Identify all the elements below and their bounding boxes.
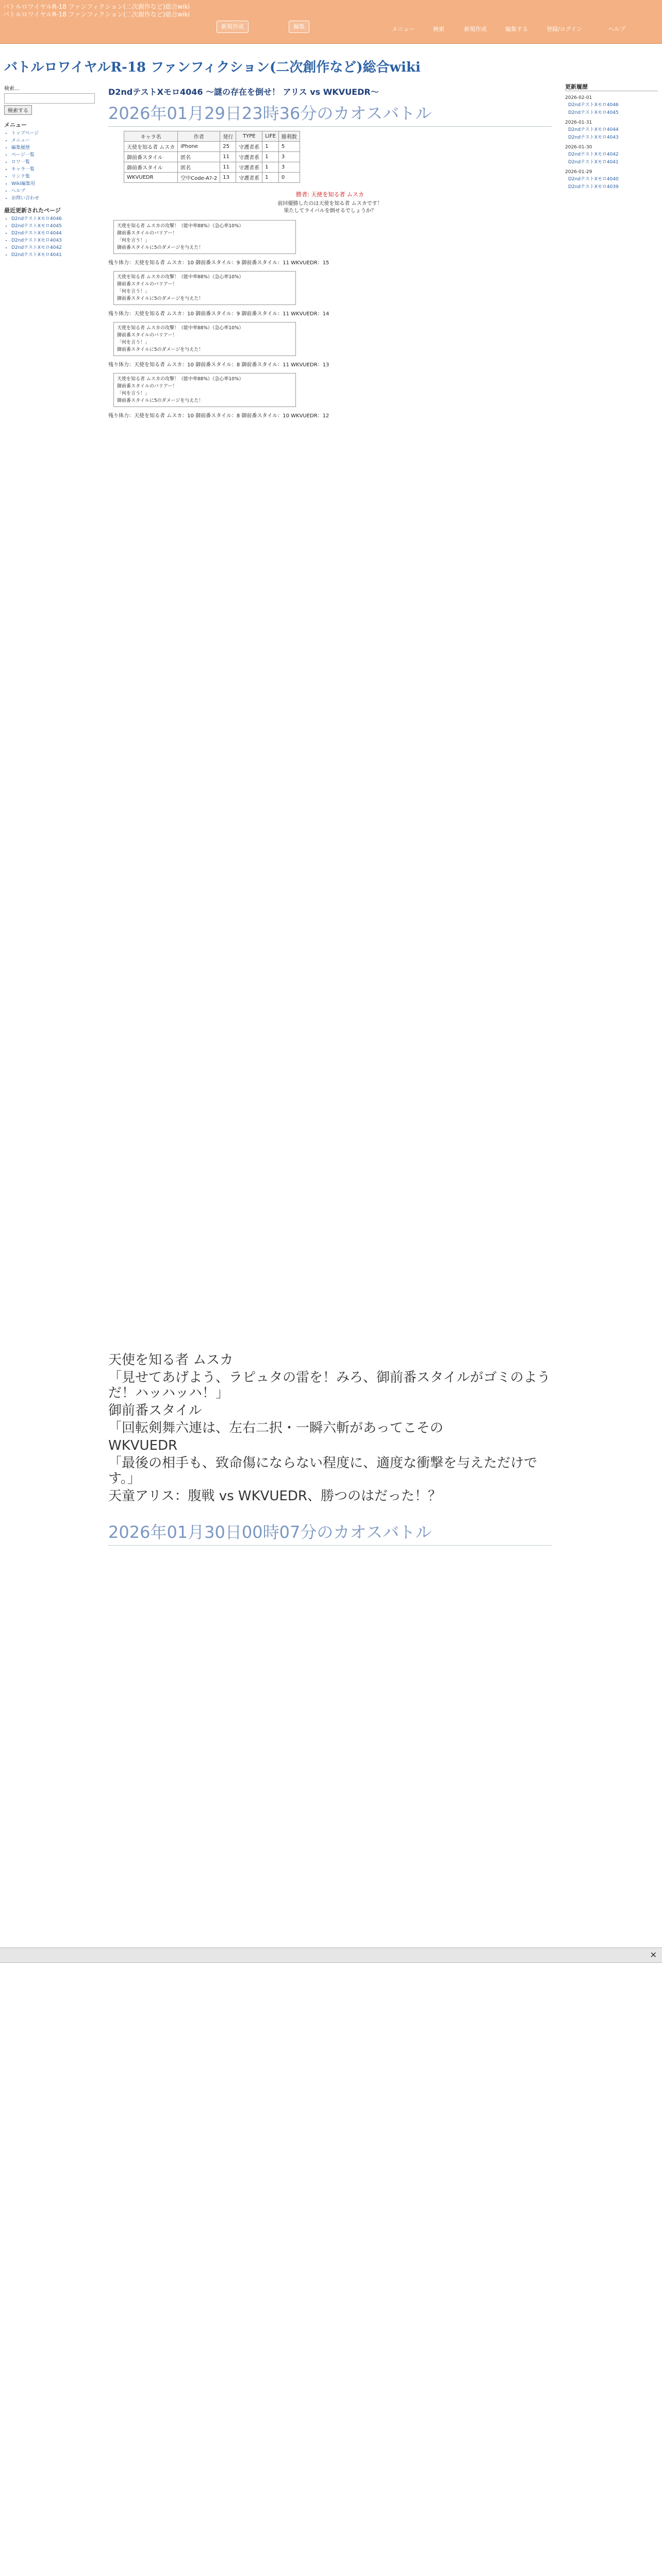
update-entry[interactable]: D2ndテストXモロ4043 bbox=[568, 135, 619, 140]
update-entry[interactable]: D2ndテストXモロ4040 bbox=[568, 177, 619, 182]
right-sidebar bbox=[565, 82, 658, 190]
search-input[interactable] bbox=[4, 93, 95, 104]
log-line: 「何を言う！」 bbox=[117, 340, 150, 345]
announce-line: 前回優勝したのは天使を知る者 ムスカです！ bbox=[277, 201, 383, 207]
table-header: TYPE bbox=[236, 131, 262, 142]
menu-item[interactable]: • メニュー bbox=[11, 137, 100, 144]
log-line: 御前番スタイルのバリアー！ bbox=[117, 231, 177, 236]
recent-item[interactable]: • D2ndテストXモロ4042 bbox=[11, 244, 100, 251]
table-cell: 1 bbox=[262, 173, 279, 183]
log-line: 御前番スタイルのバリアー！ bbox=[117, 333, 177, 338]
log-line: 天使を知る者 ムスカの攻撃！（能中率88%）（急心率10%） bbox=[117, 275, 244, 280]
menu-item[interactable]: • ロワ一覧 bbox=[11, 159, 100, 166]
nav-item-help[interactable]: ヘルプ bbox=[608, 26, 625, 32]
log-line: 天使を知る者 ムスカの攻撃！（能中率88%）（急心率10%） bbox=[117, 377, 244, 382]
table-row bbox=[124, 142, 300, 152]
menu-item[interactable]: • ページ一覧 bbox=[11, 151, 100, 159]
big-speaker-name: 御前番スタイル bbox=[108, 1403, 202, 1418]
log-line: 「何を言う！」 bbox=[117, 289, 150, 294]
table-cell[interactable]: 御前番スタイル bbox=[124, 162, 178, 173]
update-entry[interactable]: D2ndテストXモロ4039 bbox=[568, 184, 619, 190]
table-cell: 0 bbox=[278, 173, 300, 183]
recent-list bbox=[11, 215, 100, 259]
table-cell: 1 bbox=[262, 142, 279, 152]
hp-status-line: 残り体力：天使を知る者 ムスカ：10 御前番スタイル：8 御前番スタイル：11 WKVUEDR：13 bbox=[108, 362, 329, 368]
log-line: 御前番スタイルに5のダメージを与えた！ bbox=[117, 296, 204, 301]
table-cell: 11 bbox=[220, 162, 236, 173]
log-line: 「何を言う！」 bbox=[117, 391, 150, 396]
close-icon[interactable]: ✕ bbox=[650, 1950, 657, 1960]
table-row bbox=[124, 173, 300, 183]
table-cell: 匿名 bbox=[178, 162, 220, 173]
menu-item[interactable]: • リンク集 bbox=[11, 173, 100, 180]
table-cell: 11 bbox=[220, 152, 236, 162]
table-cell: 25 bbox=[220, 142, 236, 152]
log-line: 天使を知る者 ムスカの攻撃！（能中率88%）（急心率10%） bbox=[117, 224, 244, 229]
log-line: 御前番スタイルに5のダメージを与えた！ bbox=[117, 398, 204, 403]
battle-log-frame bbox=[113, 322, 296, 356]
site-title-line1[interactable]: バトルロワイヤルR-18 ファンフィクション(二次創作など)総合wiki bbox=[3, 3, 190, 10]
table-cell: 3 bbox=[278, 162, 300, 173]
log-line: 御前番スタイルのバリアー！ bbox=[117, 282, 177, 287]
table-cell: 守護者系 bbox=[236, 162, 262, 173]
table-cell[interactable]: 天使を知る者 ムスカ bbox=[124, 142, 178, 152]
table-header: LIFE bbox=[262, 131, 279, 142]
recent-item[interactable]: • D2ndテストXモロ4043 bbox=[11, 237, 100, 244]
table-cell[interactable]: 御前番スタイル bbox=[124, 152, 178, 162]
big-quote: 「回転剣舞六連は、左右二択・一瞬六斬があってこその bbox=[108, 1420, 443, 1436]
site-title[interactable] bbox=[3, 3, 199, 19]
page-header: バトルロワイヤルR-18 ファンフィクション(二次創作など)総合wiki bbox=[4, 60, 421, 75]
battle-log-frame bbox=[113, 373, 296, 407]
big-quote: 「見せてあげよう、ラピュタの雷を！みろ、御前番スタイルがゴミのようだ！ハッハッハ！」 bbox=[108, 1370, 551, 1401]
table-row bbox=[124, 162, 300, 173]
update-date: 2026-01-29 bbox=[565, 170, 592, 175]
update-date: 2026-01-30 bbox=[565, 145, 592, 150]
table-cell: 13 bbox=[220, 173, 236, 183]
big-quote: 「最後の相手も、致命傷にならない程度に、適度な衝撃を与えただけです。」 bbox=[108, 1455, 538, 1486]
announce-line: 果たしてライバルを倒せるでしょうか？ bbox=[284, 208, 376, 214]
menu-item[interactable]: • 編集履歴 bbox=[11, 144, 100, 151]
menu-item[interactable]: • キャラ一覧 bbox=[11, 166, 100, 173]
big-speaker-name: WKVUEDR bbox=[108, 1438, 178, 1453]
edit-button[interactable]: 編集 bbox=[289, 21, 309, 33]
search-label: 検索... bbox=[4, 86, 20, 92]
update-entry[interactable]: D2ndテストXモロ4042 bbox=[568, 152, 619, 157]
page-title: D2ndテストXモロ4046 〜謎の存在を倒せ！ アリス vs WKVUEDR〜 bbox=[108, 87, 379, 97]
log-line: 御前番スタイルに5のダメージを与えた！ bbox=[117, 347, 204, 352]
table-cell: 守護者系 bbox=[236, 142, 262, 152]
table-header: 作者 bbox=[178, 131, 220, 142]
updates-heading: 更新履歴 bbox=[565, 82, 658, 91]
recent-item[interactable]: • D2ndテストXモロ4041 bbox=[11, 251, 100, 259]
big-speaker-name: 天使を知る者 ムスカ bbox=[108, 1352, 234, 1368]
battle-date-heading: 2026年01月30日00時07分のカオスバトル bbox=[108, 1519, 552, 1546]
table-header: 発行 bbox=[220, 131, 236, 142]
nav-item-search[interactable]: 検索 bbox=[433, 26, 444, 32]
nav-item-new[interactable]: 新規作成 bbox=[464, 26, 487, 32]
sidebar bbox=[4, 82, 100, 259]
table-cell: iPhone bbox=[178, 142, 220, 152]
recent-item[interactable]: • D2ndテストXモロ4044 bbox=[11, 230, 100, 237]
log-line: 「何を言う！」 bbox=[117, 238, 150, 243]
nav-item-login[interactable]: 登録/ログイン bbox=[547, 26, 583, 32]
table-cell: 3 bbox=[278, 152, 300, 162]
winner-line: 勝者: 天使を知る者 ムスカ bbox=[296, 191, 364, 198]
announce-block bbox=[108, 200, 552, 215]
recent-item[interactable]: • D2ndテストXモロ4045 bbox=[11, 223, 100, 230]
battle-log-frame bbox=[113, 220, 296, 254]
table-cell: 1 bbox=[262, 162, 279, 173]
nav-item-menu[interactable]: メニュー bbox=[392, 26, 415, 32]
main-content bbox=[108, 82, 552, 1550]
table-cell: 匿名 bbox=[178, 152, 220, 162]
table-cell: 1 bbox=[262, 152, 279, 162]
menu-item[interactable]: • トップページ bbox=[11, 130, 100, 137]
update-entry[interactable]: D2ndテストXモロ4045 bbox=[568, 110, 619, 115]
hp-status-line: 残り体力：天使を知る者 ムスカ：10 御前番スタイル：8 御前番スタイル：10 WKVUEDR：12 bbox=[108, 413, 329, 419]
battle-log-frame bbox=[113, 271, 296, 305]
new-page-button[interactable]: 新規作成 bbox=[217, 21, 249, 33]
update-entry[interactable]: D2ndテストXモロ4046 bbox=[568, 103, 619, 108]
big-result: 天童アリス：腹戦 vs WKVUEDR、勝つのはだった！？ bbox=[108, 1488, 441, 1504]
battle-table bbox=[124, 131, 300, 183]
update-entry[interactable]: D2ndテストXモロ4044 bbox=[568, 127, 619, 132]
menu-item[interactable]: • お問い合わせ bbox=[11, 195, 100, 202]
menu-heading: メニュー bbox=[4, 122, 27, 128]
table-cell: 守護者系 bbox=[236, 152, 262, 162]
search-button[interactable]: 検索する bbox=[4, 105, 32, 115]
log-line: 御前番スタイルに5のダメージを与えた！ bbox=[117, 245, 204, 250]
menu-list bbox=[11, 130, 100, 202]
recent-heading: 最近更新されたページ bbox=[4, 207, 61, 214]
hp-status-line: 残り体力：天使を知る者 ムスカ：10 御前番スタイル：9 御前番スタイル：11 WKVUEDR：15 bbox=[108, 260, 329, 266]
top-bar bbox=[0, 0, 662, 44]
log-line: 天使を知る者 ムスカの攻撃！（能中率88%）（急心率10%） bbox=[117, 326, 244, 331]
recent-item[interactable]: • D2ndテストXモロ4046 bbox=[11, 215, 100, 223]
table-cell[interactable]: WKVUEDR bbox=[124, 173, 178, 183]
table-row bbox=[124, 152, 300, 162]
table-cell: 5 bbox=[278, 142, 300, 152]
menu-item[interactable]: • Wiki編集用 bbox=[11, 180, 100, 188]
table-cell: 空中Code-A?-2 bbox=[178, 173, 220, 183]
nav-item-edit[interactable]: 編集する bbox=[505, 26, 528, 32]
battle-date-heading: 2026年01月29日23時36分のカオスバトル bbox=[108, 100, 552, 127]
table-header: キャラ名 bbox=[124, 131, 178, 142]
ad-overlay-bar bbox=[0, 1947, 662, 1963]
table-header: 勝利数 bbox=[278, 131, 300, 142]
update-date: 2026-02-01 bbox=[565, 95, 592, 100]
update-date: 2026-01-31 bbox=[565, 120, 592, 125]
battle-log-continuation bbox=[108, 423, 552, 1350]
hp-status-line: 残り体力：天使を知る者 ムスカ：10 御前番スタイル：9 御前番スタイル：11 WKVUEDR：14 bbox=[108, 311, 329, 317]
site-title-line2[interactable]: バトルロワイヤルR-18 ファンフィクション(二次創作など)総合wiki bbox=[3, 11, 190, 18]
update-entry[interactable]: D2ndテストXモロ4041 bbox=[568, 160, 619, 165]
log-line: 御前番スタイルのバリアー！ bbox=[117, 384, 177, 389]
menu-item[interactable]: • ヘルプ bbox=[11, 188, 100, 195]
table-cell: 守護者系 bbox=[236, 173, 262, 183]
